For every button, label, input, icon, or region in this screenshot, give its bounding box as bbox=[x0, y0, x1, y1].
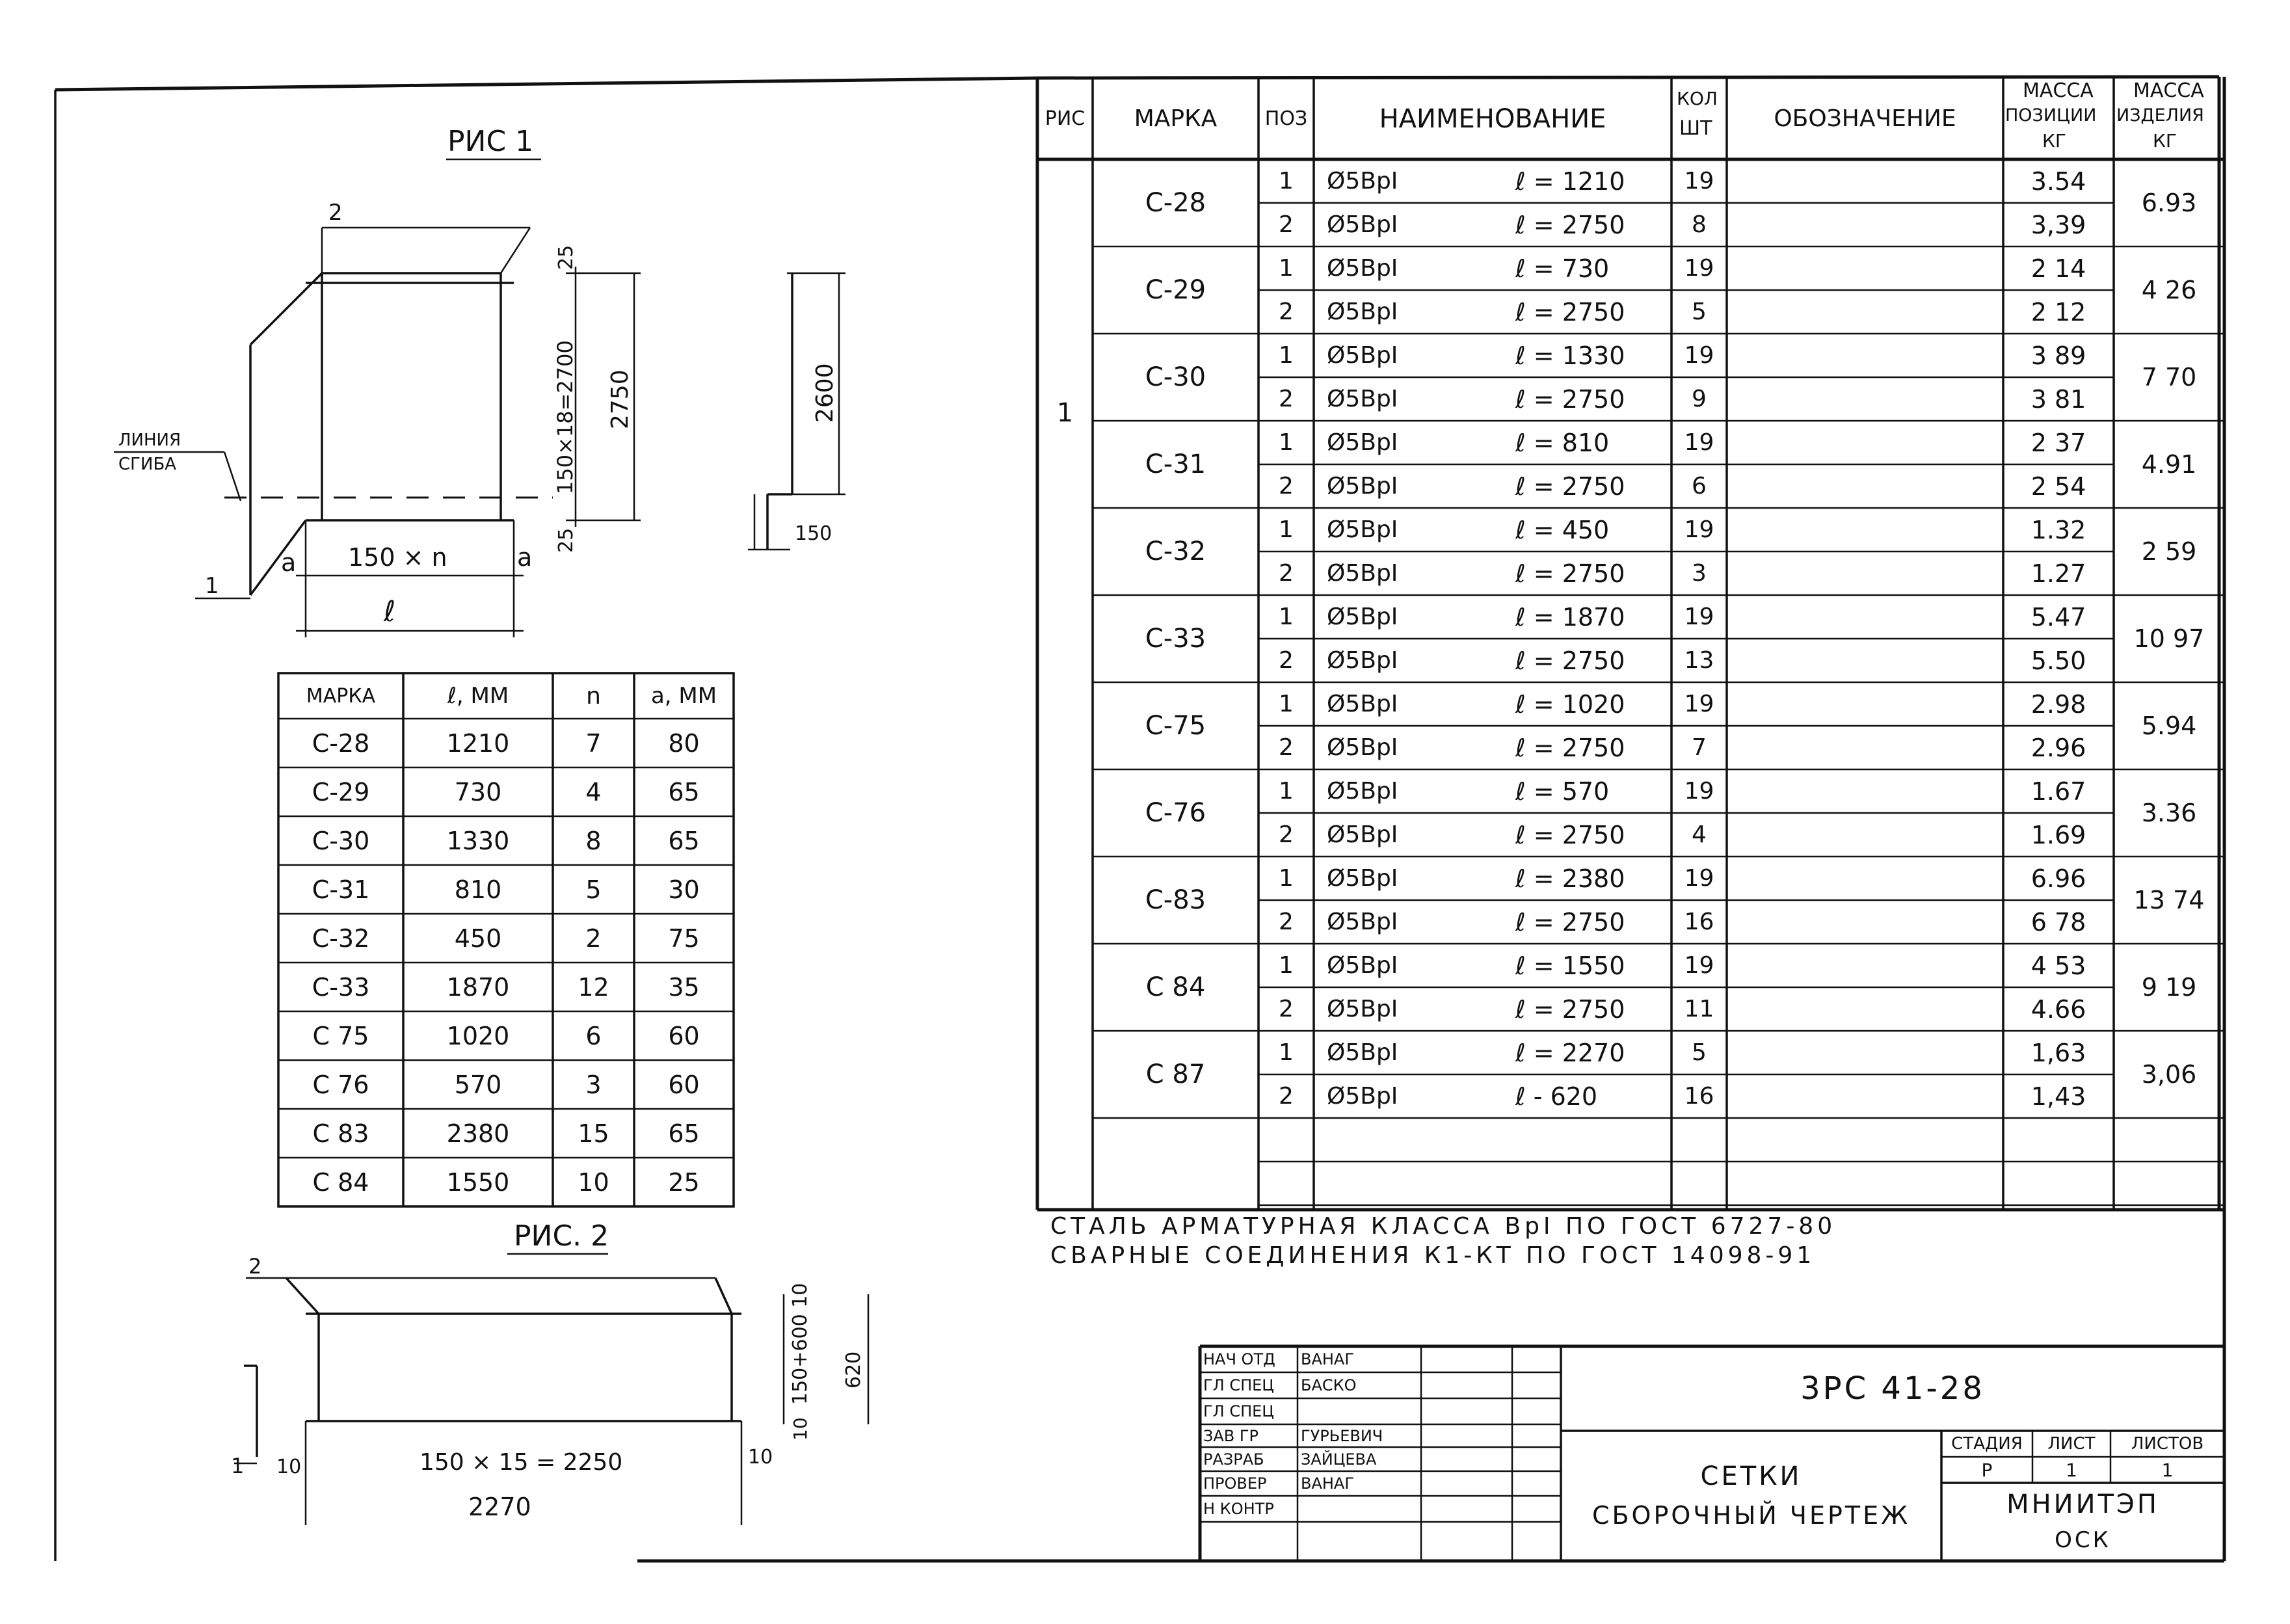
spec-pos-mass: 4.66 bbox=[2030, 994, 2086, 1024]
tb-name bbox=[1301, 1496, 1421, 1522]
marks-cell: 450 bbox=[454, 924, 502, 953]
marks-cell: 2 bbox=[585, 924, 602, 953]
spec-qty: 19 bbox=[1684, 342, 1714, 369]
marks-header-a: a, ММ bbox=[650, 683, 717, 709]
spec-header-qty-2: ШТ bbox=[1679, 117, 1712, 140]
spec-pos: 1 bbox=[1279, 865, 1294, 892]
doc-title-1: СЕТКИ bbox=[1700, 1461, 1802, 1491]
tb-name: ЗАЙЦЕВА bbox=[1301, 1450, 1377, 1469]
fig2-dim-main: 150 × 15 = 2250 bbox=[419, 1449, 623, 1476]
fig2-dim-vertical: 150+600 10 bbox=[789, 1283, 812, 1405]
spec-qty: 19 bbox=[1684, 516, 1714, 543]
spec-header-qty-1: КОЛ bbox=[1677, 88, 1718, 109]
spec-fig-value: 1 bbox=[1056, 398, 1074, 428]
fig2-dim-10-right: 10 bbox=[748, 1446, 773, 1469]
marks-cell: 60 bbox=[668, 1070, 700, 1099]
tb-name bbox=[1301, 1398, 1421, 1424]
spec-item-mass: 4.91 bbox=[2141, 450, 2197, 479]
spec-qty: 6 bbox=[1692, 473, 1707, 499]
spec-pos: 2 bbox=[1279, 299, 1294, 325]
fig2-dim-total: 2270 bbox=[468, 1493, 531, 1521]
stage-value-sheets: 1 bbox=[2161, 1459, 2174, 1481]
spec-steel: Ø5ВрI bbox=[1327, 996, 1398, 1022]
spec-qty: 16 bbox=[1684, 1083, 1714, 1110]
spec-qty: 11 bbox=[1684, 996, 1714, 1022]
spec-pos-mass: 6.96 bbox=[2030, 864, 2086, 893]
stage-header-sheets: ЛИСТОВ bbox=[2131, 1434, 2204, 1454]
spec-pos-mass: 2 12 bbox=[2030, 297, 2086, 326]
tb-role: ЗАВ ГР bbox=[1203, 1426, 1259, 1445]
spec-pos: 2 bbox=[1279, 211, 1294, 238]
fig2-dim-10-left: 10 bbox=[276, 1456, 302, 1478]
fig2-label-1: 1 bbox=[231, 1454, 245, 1478]
spec-mark: С 84 bbox=[1145, 972, 1206, 1002]
stage-value-sheet: 1 bbox=[2066, 1459, 2077, 1481]
marks-cell: 1330 bbox=[446, 826, 510, 855]
spec-length: ℓ = 2750 bbox=[1515, 733, 1625, 762]
fig1-title: РИС 1 bbox=[447, 125, 534, 158]
spec-pos-mass: 6 78 bbox=[2030, 907, 2086, 937]
spec-steel: Ø5ВрI bbox=[1327, 211, 1398, 238]
marks-cell: С-30 bbox=[312, 826, 370, 855]
marks-cell: 570 bbox=[454, 1070, 502, 1099]
spec-pos-mass: 3 81 bbox=[2030, 384, 2086, 414]
spec-item-mass: 4 26 bbox=[2141, 276, 2197, 304]
spec-qty: 19 bbox=[1684, 429, 1714, 456]
fig1-dim-2750: 2750 bbox=[607, 369, 633, 429]
spec-qty: 19 bbox=[1684, 168, 1714, 194]
tb-role: Н КОНТР bbox=[1203, 1500, 1274, 1518]
spec-steel: Ø5ВрI bbox=[1327, 299, 1398, 325]
spec-steel: Ø5ВрI bbox=[1327, 778, 1398, 805]
spec-pos-mass: 2 54 bbox=[2030, 472, 2086, 501]
doc-code: 3РС 41-28 bbox=[1800, 1370, 1985, 1407]
marks-cell: 3 bbox=[585, 1070, 602, 1099]
spec-pos: 1 bbox=[1279, 952, 1294, 979]
org-name-1: МНИИТЭП bbox=[2006, 1489, 2159, 1519]
spec-pos: 2 bbox=[1279, 386, 1294, 412]
spec-length: ℓ = 2750 bbox=[1515, 559, 1625, 588]
marks-cell: 1210 bbox=[446, 728, 510, 758]
spec-steel: Ø5ВрI bbox=[1327, 1083, 1398, 1110]
marks-cell: 75 bbox=[668, 924, 700, 953]
fig2-dim-10-bottom: 10 bbox=[790, 1417, 811, 1441]
spec-pos-mass: 4 53 bbox=[2030, 951, 2086, 980]
spec-pos-mass: 1.69 bbox=[2030, 820, 2086, 849]
spec-qty: 19 bbox=[1684, 952, 1714, 979]
spec-length: ℓ = 1330 bbox=[1515, 341, 1625, 370]
fig1-bend-line-2: СГИБА bbox=[118, 455, 177, 474]
spec-item-mass: 2 59 bbox=[2141, 537, 2197, 566]
marks-cell: 65 bbox=[668, 777, 700, 806]
spec-steel: Ø5ВрI bbox=[1327, 865, 1398, 892]
spec-pos: 2 bbox=[1279, 821, 1294, 848]
tb-role: ГЛ СПЕЦ bbox=[1203, 1402, 1274, 1420]
marks-cell: С-29 bbox=[312, 777, 370, 806]
marks-cell: С-32 bbox=[312, 924, 370, 953]
spec-pos: 2 bbox=[1279, 647, 1294, 674]
spec-item-mass: 13 74 bbox=[2133, 886, 2205, 914]
spec-steel: Ø5ВрI bbox=[1327, 429, 1398, 456]
marks-cell: 1020 bbox=[446, 1021, 510, 1050]
marks-cell: 5 bbox=[585, 875, 602, 904]
fig1-dim-a-right: a bbox=[517, 543, 533, 572]
spec-mark: С-29 bbox=[1145, 275, 1206, 305]
spec-mark: С-28 bbox=[1145, 188, 1206, 218]
spec-mark: С-76 bbox=[1145, 798, 1206, 828]
fig2-title: РИС. 2 bbox=[514, 1219, 609, 1253]
spec-pos: 1 bbox=[1279, 778, 1294, 805]
tb-name: БАСКО bbox=[1301, 1376, 1357, 1394]
spec-header-item-mass-1: МАССА bbox=[2133, 79, 2204, 102]
spec-pos-mass: 2 14 bbox=[2030, 254, 2086, 283]
spec-qty: 19 bbox=[1684, 255, 1714, 282]
spec-pos: 1 bbox=[1279, 604, 1294, 630]
spec-steel: Ø5ВрI bbox=[1327, 604, 1398, 630]
spec-pos-mass: 5.47 bbox=[2030, 602, 2086, 632]
fig1-dim-25-bottom: 25 bbox=[555, 527, 578, 553]
marks-header-n: n bbox=[586, 682, 601, 710]
spec-length: ℓ = 1210 bbox=[1515, 166, 1625, 196]
spec-length: ℓ = 2750 bbox=[1515, 907, 1625, 937]
spec-pos: 2 bbox=[1279, 473, 1294, 499]
spec-pos: 1 bbox=[1279, 1039, 1294, 1066]
spec-pos-mass: 1,43 bbox=[2030, 1082, 2086, 1111]
spec-pos-mass: 5.50 bbox=[2030, 646, 2086, 675]
spec-steel: Ø5ВрI bbox=[1327, 909, 1398, 935]
fig1-label-1: 1 bbox=[205, 573, 219, 599]
marks-cell: 10 bbox=[578, 1167, 609, 1197]
spec-length: ℓ = 730 bbox=[1515, 254, 1610, 283]
spec-pos: 1 bbox=[1279, 429, 1294, 456]
marks-cell: 60 bbox=[668, 1021, 700, 1050]
spec-header-pos: ПОЗ bbox=[1264, 107, 1308, 130]
spec-steel: Ø5ВрI bbox=[1327, 560, 1398, 587]
marks-cell: С 75 bbox=[312, 1021, 369, 1050]
spec-pos-mass: 1.67 bbox=[2030, 777, 2086, 806]
spec-length: ℓ = 570 bbox=[1515, 777, 1610, 806]
spec-qty: 9 bbox=[1692, 386, 1707, 412]
spec-pos: 1 bbox=[1279, 691, 1294, 717]
marks-cell: 15 bbox=[578, 1119, 609, 1148]
fig1-dim-inner: 150×18=2700 bbox=[553, 340, 578, 494]
marks-cell: 25 bbox=[668, 1167, 700, 1197]
spec-steel: Ø5ВрI bbox=[1327, 1039, 1398, 1066]
spec-qty: 19 bbox=[1684, 778, 1714, 805]
spec-length: ℓ = 1550 bbox=[1515, 951, 1625, 980]
stage-header-stage: СТАДИЯ bbox=[1951, 1434, 2023, 1454]
spec-length: ℓ = 2270 bbox=[1515, 1038, 1625, 1067]
spec-item-mass: 5.94 bbox=[2141, 712, 2197, 740]
spec-pos: 1 bbox=[1279, 342, 1294, 369]
spec-qty: 5 bbox=[1692, 299, 1707, 325]
fig1-dim-2600: 2600 bbox=[812, 363, 838, 423]
spec-item-mass: 10 97 bbox=[2133, 624, 2205, 653]
spec-qty: 19 bbox=[1684, 691, 1714, 717]
marks-cell: 730 bbox=[454, 777, 502, 806]
tb-role: НАЧ ОТД bbox=[1203, 1350, 1275, 1368]
spec-header-pos-mass-3: КГ bbox=[2042, 130, 2066, 152]
stage-value-stage: Р bbox=[1981, 1459, 1993, 1481]
spec-header-designation: ОБОЗНАЧЕНИЕ bbox=[1774, 105, 1956, 132]
spec-pos: 2 bbox=[1279, 560, 1294, 587]
spec-length: ℓ = 1870 bbox=[1515, 602, 1625, 632]
spec-steel: Ø5ВрI bbox=[1327, 516, 1398, 543]
marks-header-length: ℓ, ММ bbox=[447, 683, 509, 709]
spec-qty: 3 bbox=[1692, 560, 1707, 587]
spec-length: ℓ = 2380 bbox=[1515, 864, 1625, 893]
marks-cell: 2380 bbox=[446, 1119, 510, 1148]
marks-cell: С 84 bbox=[312, 1167, 369, 1197]
spec-pos-mass: 3.54 bbox=[2030, 166, 2086, 196]
spec-header-name: НАИМЕНОВАНИЕ bbox=[1379, 103, 1606, 134]
spec-qty: 16 bbox=[1684, 909, 1714, 935]
note-steel: СТАЛЬ АРМАТУРНАЯ КЛАССА ВрI ПО ГОСТ 6727-80 bbox=[1050, 1213, 1837, 1240]
spec-steel: Ø5ВрI bbox=[1327, 342, 1398, 369]
fig1-dim-150n: 150 × n bbox=[348, 543, 447, 572]
spec-steel: Ø5ВрI bbox=[1327, 255, 1398, 282]
spec-qty: 19 bbox=[1684, 865, 1714, 892]
spec-pos-mass: 3 89 bbox=[2030, 341, 2086, 370]
marks-cell: 8 bbox=[585, 826, 602, 855]
spec-qty: 7 bbox=[1692, 734, 1707, 761]
doc-title-2: СБОРОЧНЫЙ ЧЕРТЕЖ bbox=[1591, 1501, 1911, 1530]
spec-mark: С-32 bbox=[1145, 537, 1206, 566]
spec-length: ℓ = 810 bbox=[1515, 428, 1610, 457]
marks-cell: 35 bbox=[668, 972, 700, 1002]
fig2-label-2: 2 bbox=[248, 1254, 262, 1279]
marks-cell: С-28 bbox=[312, 728, 370, 758]
spec-length: ℓ = 2750 bbox=[1515, 820, 1625, 849]
spec-length: ℓ = 450 bbox=[1515, 515, 1610, 544]
spec-header-item-mass-2: ИЗДЕЛИЯ bbox=[2116, 105, 2204, 126]
spec-item-mass: 3.36 bbox=[2141, 799, 2197, 827]
spec-pos-mass: 1.27 bbox=[2030, 559, 2086, 588]
spec-length: ℓ = 1020 bbox=[1515, 689, 1625, 719]
marks-cell: 30 bbox=[668, 875, 700, 904]
spec-item-mass: 3,06 bbox=[2141, 1060, 2197, 1089]
spec-pos-mass: 2.96 bbox=[2030, 733, 2086, 762]
fig1-label-2: 2 bbox=[328, 200, 343, 226]
spec-pos-mass: 3,39 bbox=[2030, 210, 2086, 239]
spec-pos: 1 bbox=[1279, 255, 1294, 282]
spec-item-mass: 9 19 bbox=[2141, 973, 2197, 1002]
fig2-dim-620: 620 bbox=[842, 1351, 865, 1389]
marks-cell: 1870 bbox=[446, 972, 510, 1002]
spec-pos: 2 bbox=[1279, 1083, 1294, 1110]
spec-item-mass: 6.93 bbox=[2141, 189, 2197, 217]
spec-steel: Ø5ВрI bbox=[1327, 821, 1398, 848]
spec-pos: 1 bbox=[1279, 168, 1294, 194]
marks-cell: 65 bbox=[668, 826, 700, 855]
fig1-dim-25-top: 25 bbox=[555, 245, 578, 270]
spec-length: ℓ = 2750 bbox=[1515, 384, 1625, 414]
spec-mark: С 87 bbox=[1145, 1059, 1206, 1089]
marks-cell: 65 bbox=[668, 1119, 700, 1148]
spec-steel: Ø5ВрI bbox=[1327, 952, 1398, 979]
note-welds: СВАРНЫЕ СОЕДИНЕНИЯ К1-КТ ПО ГОСТ 14098-91 bbox=[1050, 1242, 1816, 1269]
tb-role: ГЛ СПЕЦ bbox=[1203, 1376, 1274, 1394]
spec-pos-mass: 1,63 bbox=[2030, 1038, 2086, 1067]
tb-role: ПРОВЕР bbox=[1203, 1474, 1267, 1493]
spec-pos-mass: 2.98 bbox=[2030, 689, 2086, 719]
org-name-2: ОСК bbox=[2055, 1526, 2111, 1553]
spec-length: ℓ = 2750 bbox=[1515, 994, 1625, 1024]
spec-mark: С-31 bbox=[1145, 449, 1206, 479]
marks-cell: 12 bbox=[578, 972, 609, 1002]
marks-header-mark: МАРКА bbox=[306, 684, 376, 708]
spec-steel: Ø5ВрI bbox=[1327, 168, 1398, 194]
spec-pos-mass: 2 37 bbox=[2030, 428, 2086, 457]
marks-cell: С 83 bbox=[312, 1119, 369, 1148]
spec-length: ℓ = 2750 bbox=[1515, 472, 1625, 501]
spec-header-pos-mass-1: МАССА bbox=[2023, 79, 2094, 102]
spec-mark: С-75 bbox=[1145, 711, 1206, 741]
spec-item-mass: 7 70 bbox=[2141, 363, 2197, 392]
fig1-dim-l: ℓ bbox=[384, 595, 396, 628]
spec-steel: Ø5ВрI bbox=[1327, 647, 1398, 674]
spec-length: ℓ - 620 bbox=[1515, 1082, 1598, 1111]
marks-cell: С-31 bbox=[312, 875, 370, 904]
marks-cell: С 76 bbox=[312, 1070, 369, 1099]
marks-cell: 4 bbox=[585, 777, 602, 806]
spec-qty: 5 bbox=[1692, 1039, 1707, 1066]
marks-cell: 7 bbox=[585, 728, 602, 758]
fig1-dim-a-left: a bbox=[281, 548, 297, 577]
marks-cell: 6 bbox=[585, 1021, 602, 1050]
spec-pos: 2 bbox=[1279, 909, 1294, 935]
tb-name: ВАНАГ bbox=[1301, 1350, 1354, 1368]
fig1-bend-line-1: ЛИНИЯ bbox=[118, 431, 181, 450]
spec-header-mark: МАРКА bbox=[1134, 105, 1218, 132]
spec-qty: 8 bbox=[1692, 211, 1707, 238]
spec-qty: 13 bbox=[1684, 647, 1714, 674]
spec-qty: 4 bbox=[1692, 821, 1707, 848]
spec-steel: Ø5ВрI bbox=[1327, 386, 1398, 412]
marks-cell: 810 bbox=[454, 875, 502, 904]
tb-role: РАЗРАБ bbox=[1203, 1450, 1264, 1469]
marks-cell: 80 bbox=[668, 728, 700, 758]
spec-pos-mass: 1.32 bbox=[2030, 515, 2086, 544]
stage-header-sheet: ЛИСТ bbox=[2047, 1434, 2096, 1454]
spec-header-pos-mass-2: ПОЗИЦИИ bbox=[2005, 105, 2097, 126]
spec-mark: С-33 bbox=[1145, 624, 1206, 654]
tb-name: ВАНАГ bbox=[1301, 1474, 1354, 1493]
spec-pos: 1 bbox=[1279, 516, 1294, 543]
spec-steel: Ø5ВрI bbox=[1327, 734, 1398, 761]
spec-steel: Ø5ВрI bbox=[1327, 691, 1398, 717]
spec-mark: С-30 bbox=[1145, 362, 1206, 392]
spec-steel: Ø5ВрI bbox=[1327, 473, 1398, 499]
spec-header-fig: РИС bbox=[1045, 107, 1085, 130]
spec-pos: 2 bbox=[1279, 996, 1294, 1022]
spec-mark: С-83 bbox=[1145, 885, 1206, 915]
spec-length: ℓ = 2750 bbox=[1515, 297, 1625, 326]
fig1-dim-150: 150 bbox=[795, 522, 832, 545]
marks-cell: 1550 bbox=[446, 1167, 510, 1197]
marks-cell: С-33 bbox=[312, 972, 370, 1002]
spec-header-item-mass-3: КГ bbox=[2153, 130, 2177, 152]
tb-name: ГУРЬЕВИЧ bbox=[1301, 1426, 1383, 1445]
spec-pos: 2 bbox=[1279, 734, 1294, 761]
spec-qty: 19 bbox=[1684, 604, 1714, 630]
spec-length: ℓ = 2750 bbox=[1515, 646, 1625, 675]
spec-length: ℓ = 2750 bbox=[1515, 210, 1625, 239]
